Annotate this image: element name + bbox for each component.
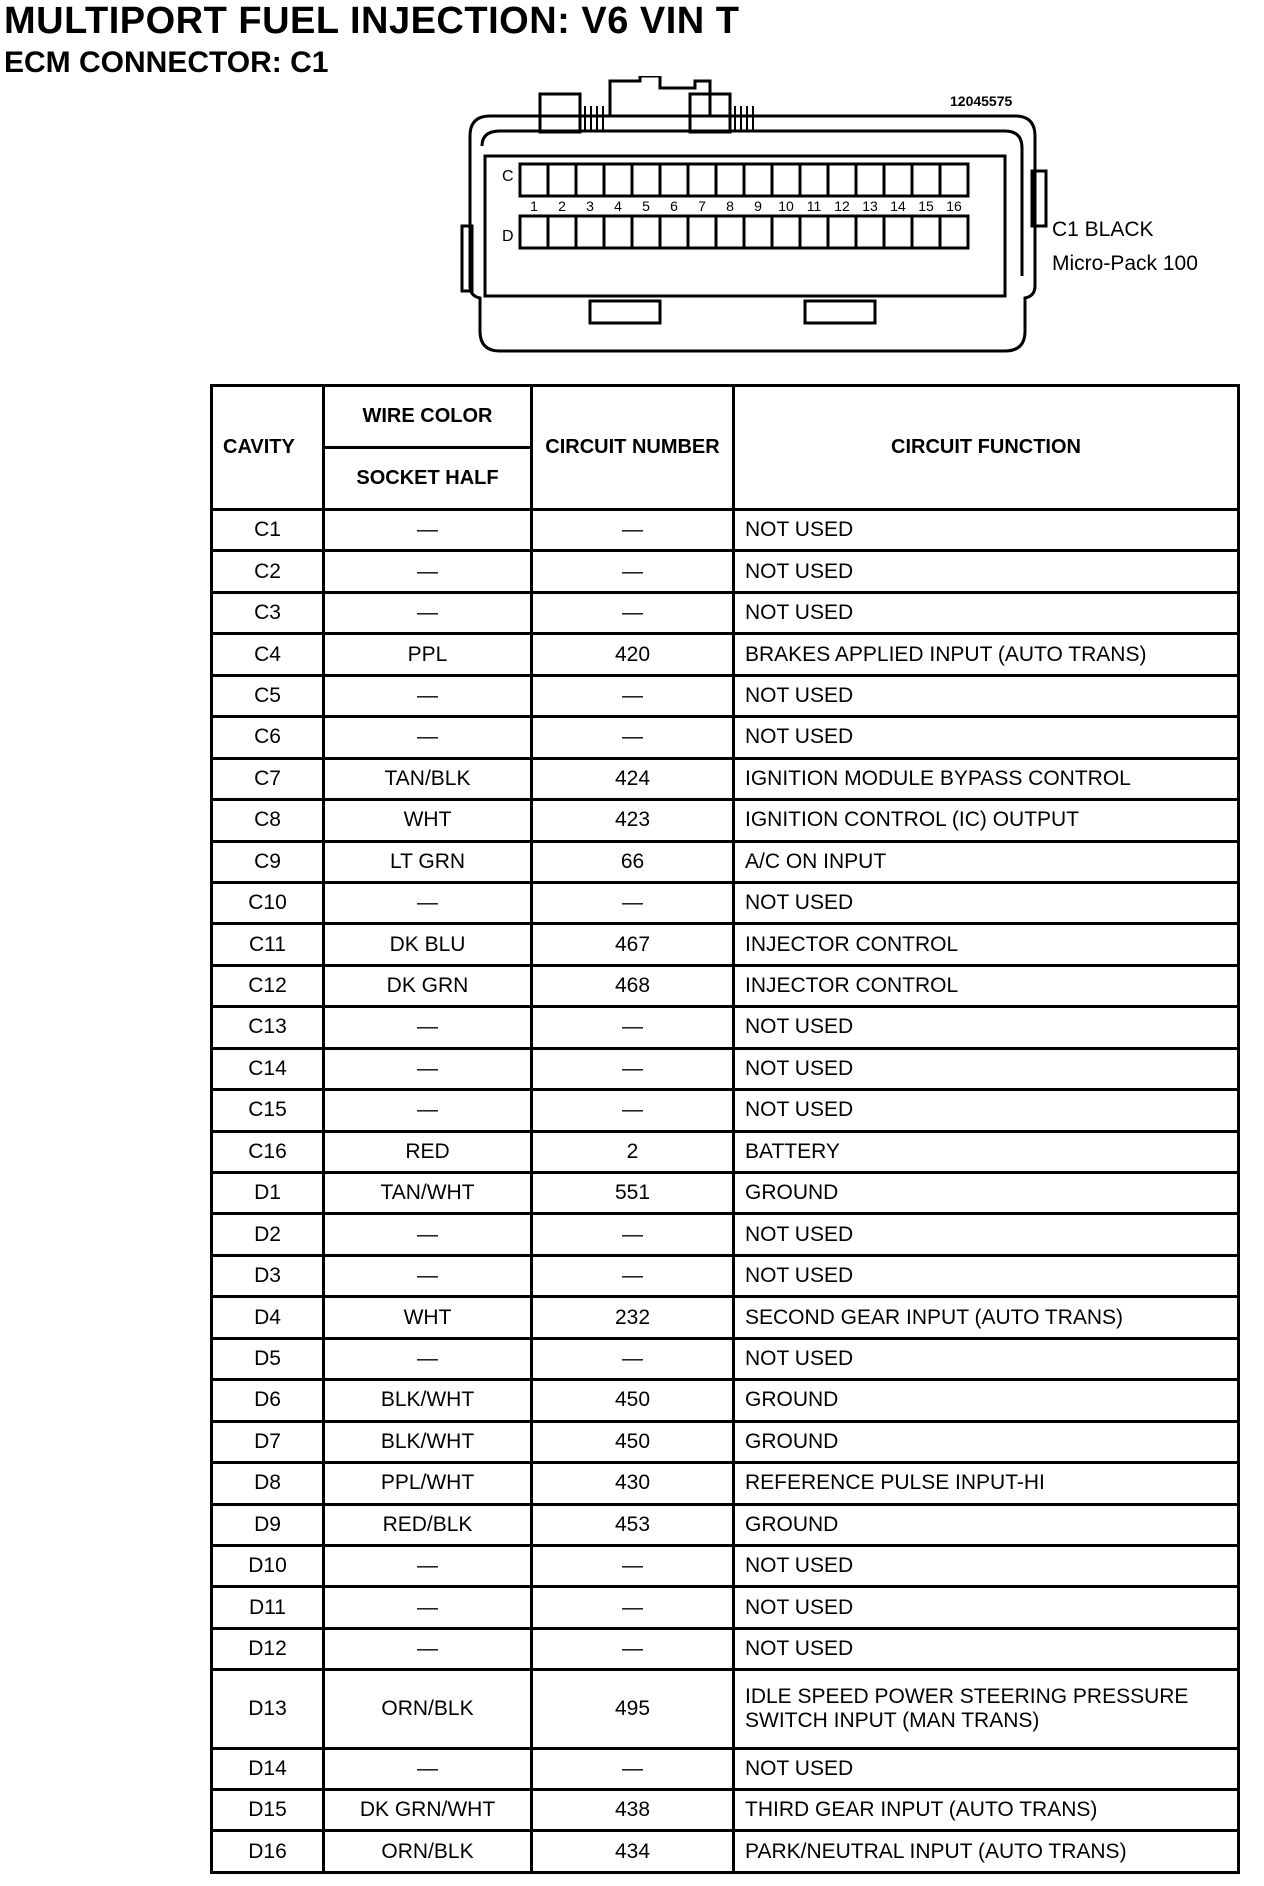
cell-wire-color: — [324, 1048, 532, 1089]
cell-wire-color: — [324, 1007, 532, 1048]
pin-cavity-c [632, 164, 660, 196]
pin-cavity-d [912, 216, 940, 248]
cell-wire-color: ORN/BLK [324, 1831, 532, 1873]
cell-wire-color: RED [324, 1131, 532, 1172]
cell-cavity: C11 [212, 924, 324, 965]
cell-circuit-function: THIRD GEAR INPUT (AUTO TRANS) [734, 1789, 1239, 1830]
cell-circuit-function: NOT USED [734, 1587, 1239, 1628]
cell-cavity: C16 [212, 1131, 324, 1172]
cell-cavity: D9 [212, 1504, 324, 1545]
cell-circuit-function: NOT USED [734, 1255, 1239, 1296]
cell-wire-color: PPL [324, 634, 532, 675]
table-row [212, 1545, 1239, 1586]
pin-cavity-c [884, 164, 912, 196]
cell-cavity: C14 [212, 1048, 324, 1089]
cell-circuit-number: 438 [532, 1789, 734, 1830]
cell-circuit-number: — [532, 1255, 734, 1296]
table-row [212, 758, 1239, 799]
table-row [212, 1380, 1239, 1421]
header-circuit-function: CIRCUIT FUNCTION [734, 386, 1239, 510]
cell-circuit-function: GROUND [734, 1380, 1239, 1421]
pin-number: 14 [890, 198, 906, 214]
cell-wire-color: — [324, 592, 532, 633]
table-row [212, 841, 1239, 882]
pin-cavity-d [548, 216, 576, 248]
table-row [212, 675, 1239, 716]
pinout-table [210, 384, 1240, 1874]
cell-circuit-function: BRAKES APPLIED INPUT (AUTO TRANS) [734, 634, 1239, 675]
pin-cavity-c [576, 164, 604, 196]
table-row [212, 965, 1239, 1006]
table-row [212, 1297, 1239, 1338]
cell-cavity: C3 [212, 592, 324, 633]
cell-circuit-number: — [532, 1048, 734, 1089]
cell-cavity: D8 [212, 1463, 324, 1504]
pin-cavity-c [688, 164, 716, 196]
cell-circuit-number: 434 [532, 1831, 734, 1873]
cell-wire-color: — [324, 882, 532, 923]
table-row [212, 1338, 1239, 1379]
cell-circuit-function: REFERENCE PULSE INPUT-HI [734, 1463, 1239, 1504]
pin-number: 4 [614, 198, 622, 214]
pin-number: 5 [642, 198, 650, 214]
part-number: 12045575 [950, 93, 1013, 109]
table-row [212, 1214, 1239, 1255]
cell-circuit-function: IGNITION MODULE BYPASS CONTROL [734, 758, 1239, 799]
cell-circuit-number: — [532, 1545, 734, 1586]
pin-number: 15 [918, 198, 934, 214]
cell-circuit-function: NOT USED [734, 1048, 1239, 1089]
cell-cavity: C4 [212, 634, 324, 675]
connector-diagram [460, 76, 1160, 356]
cell-circuit-function: NOT USED [734, 551, 1239, 592]
cell-circuit-number: 420 [532, 634, 734, 675]
pin-number: 2 [558, 198, 566, 214]
table-row [212, 1048, 1239, 1089]
connector-color-label: C1 BLACK [1052, 218, 1154, 241]
cell-circuit-number: — [532, 717, 734, 758]
cell-cavity: C8 [212, 800, 324, 841]
table-row [212, 551, 1239, 592]
cell-circuit-function: NOT USED [734, 1338, 1239, 1379]
cell-cavity: D7 [212, 1421, 324, 1462]
pin-cavity-d [772, 216, 800, 248]
cell-circuit-number: 2 [532, 1131, 734, 1172]
table-row [212, 510, 1239, 551]
table-row [212, 882, 1239, 923]
pin-cavity-d [744, 216, 772, 248]
cell-circuit-function: INJECTOR CONTROL [734, 924, 1239, 965]
cell-cavity: D14 [212, 1748, 324, 1789]
pin-cavity-c [604, 164, 632, 196]
cell-wire-color: DK GRN [324, 965, 532, 1006]
cell-wire-color: — [324, 1587, 532, 1628]
cell-wire-color: — [324, 1214, 532, 1255]
cell-circuit-number: — [532, 675, 734, 716]
pin-number: 9 [754, 198, 762, 214]
table-row [212, 924, 1239, 965]
cell-cavity: C1 [212, 510, 324, 551]
connector-type-label: Micro-Pack 100 [1052, 252, 1198, 275]
pin-number: 1 [530, 198, 538, 214]
pin-cavity-d [800, 216, 828, 248]
pin-cavity-c [744, 164, 772, 196]
cell-cavity: C6 [212, 717, 324, 758]
cell-cavity: D5 [212, 1338, 324, 1379]
cell-circuit-number: — [532, 1007, 734, 1048]
cell-circuit-function: NOT USED [734, 882, 1239, 923]
pin-cavity-d [660, 216, 688, 248]
cell-circuit-number: — [532, 551, 734, 592]
pin-number: 3 [586, 198, 594, 214]
cell-circuit-function: GROUND [734, 1421, 1239, 1462]
cell-wire-color: — [324, 1628, 532, 1669]
pin-number: 10 [778, 198, 794, 214]
pin-cavity-d [940, 216, 968, 248]
cell-cavity: D6 [212, 1380, 324, 1421]
pin-cavity-d [856, 216, 884, 248]
table-row [212, 1504, 1239, 1545]
pin-cavity-c [856, 164, 884, 196]
cell-circuit-number: 423 [532, 800, 734, 841]
cell-circuit-number: — [532, 1214, 734, 1255]
cell-circuit-function: IGNITION CONTROL (IC) OUTPUT [734, 800, 1239, 841]
table-row [212, 1587, 1239, 1628]
cell-cavity: D3 [212, 1255, 324, 1296]
cell-circuit-number: 453 [532, 1504, 734, 1545]
cell-circuit-function: NOT USED [734, 592, 1239, 633]
cell-cavity: C12 [212, 965, 324, 1006]
cell-wire-color: DK GRN/WHT [324, 1789, 532, 1830]
cell-circuit-function: BATTERY [734, 1131, 1239, 1172]
cell-cavity: D2 [212, 1214, 324, 1255]
header-wire-color: WIRE COLOR [324, 386, 532, 448]
cell-cavity: D4 [212, 1297, 324, 1338]
cell-cavity: C2 [212, 551, 324, 592]
pin-cavity-d [632, 216, 660, 248]
cell-circuit-number: 467 [532, 924, 734, 965]
cell-wire-color: ORN/BLK [324, 1670, 532, 1748]
pin-cavity-c [520, 164, 548, 196]
pin-cavity-d [688, 216, 716, 248]
pin-number: 12 [834, 198, 850, 214]
pin-cavity-c [912, 164, 940, 196]
pin-number: 11 [806, 198, 822, 214]
pin-cavity-c [800, 164, 828, 196]
cell-wire-color: — [324, 551, 532, 592]
pin-cavity-d [576, 216, 604, 248]
cell-wire-color: WHT [324, 800, 532, 841]
cell-circuit-function: GROUND [734, 1173, 1239, 1214]
pin-cavity-c [940, 164, 968, 196]
cell-cavity: C13 [212, 1007, 324, 1048]
cell-wire-color: BLK/WHT [324, 1421, 532, 1462]
table-row [212, 592, 1239, 633]
cell-circuit-number: — [532, 1090, 734, 1131]
cell-circuit-number: — [532, 882, 734, 923]
cell-circuit-function: INJECTOR CONTROL [734, 965, 1239, 1006]
cell-wire-color: — [324, 1255, 532, 1296]
cell-circuit-number: 468 [532, 965, 734, 1006]
pin-number: 16 [946, 198, 962, 214]
cell-wire-color: TAN/BLK [324, 758, 532, 799]
cell-wire-color: DK BLU [324, 924, 532, 965]
cell-circuit-function: NOT USED [734, 1214, 1239, 1255]
cell-circuit-function: PARK/NEUTRAL INPUT (AUTO TRANS) [734, 1831, 1239, 1873]
cell-circuit-number: — [532, 1748, 734, 1789]
cell-circuit-number: 424 [532, 758, 734, 799]
table-row [212, 1670, 1239, 1748]
cell-wire-color: — [324, 1090, 532, 1131]
cell-cavity: C10 [212, 882, 324, 923]
cell-circuit-function: NOT USED [734, 1090, 1239, 1131]
cell-circuit-function: SECOND GEAR INPUT (AUTO TRANS) [734, 1297, 1239, 1338]
cell-wire-color: LT GRN [324, 841, 532, 882]
table-row [212, 1421, 1239, 1462]
cell-circuit-number: — [532, 1628, 734, 1669]
table-row [212, 1131, 1239, 1172]
cell-circuit-number: — [532, 1587, 734, 1628]
cell-circuit-number: 66 [532, 841, 734, 882]
pin-cavity-d [604, 216, 632, 248]
page-subtitle: ECM CONNECTOR: C1 [4, 46, 329, 79]
header-circuit-number: CIRCUIT NUMBER [532, 386, 734, 510]
table-row [212, 1831, 1239, 1873]
header-socket-half: SOCKET HALF [324, 448, 532, 510]
cell-wire-color: — [324, 675, 532, 716]
cell-wire-color: — [324, 1748, 532, 1789]
page-title: MULTIPORT FUEL INJECTION: V6 VIN T [4, 0, 740, 42]
pin-cavity-c [828, 164, 856, 196]
cell-cavity: D12 [212, 1628, 324, 1669]
cell-cavity: D11 [212, 1587, 324, 1628]
cell-circuit-function: NOT USED [734, 1628, 1239, 1669]
cell-circuit-number: 232 [532, 1297, 734, 1338]
table-row [212, 1748, 1239, 1789]
cell-wire-color: — [324, 717, 532, 758]
cell-circuit-function: GROUND [734, 1504, 1239, 1545]
cell-wire-color: — [324, 1545, 532, 1586]
cell-wire-color: — [324, 1338, 532, 1379]
cell-cavity: D1 [212, 1173, 324, 1214]
cell-cavity: D13 [212, 1670, 324, 1748]
cell-circuit-number: 450 [532, 1380, 734, 1421]
row-c-label: C [502, 168, 514, 185]
pin-cavity-d [828, 216, 856, 248]
pin-number: 6 [670, 198, 678, 214]
cell-cavity: D16 [212, 1831, 324, 1873]
cell-wire-color: — [324, 510, 532, 551]
cell-wire-color: BLK/WHT [324, 1380, 532, 1421]
table-row [212, 1628, 1239, 1669]
cell-circuit-function: NOT USED [734, 1748, 1239, 1789]
table-row [212, 1463, 1239, 1504]
pin-number: 13 [862, 198, 878, 214]
cell-cavity: D10 [212, 1545, 324, 1586]
pin-cavity-c [548, 164, 576, 196]
cell-circuit-number: — [532, 1338, 734, 1379]
pin-cavity-c [660, 164, 688, 196]
row-d-label: D [502, 228, 514, 245]
cell-circuit-number: — [532, 510, 734, 551]
cell-circuit-function: NOT USED [734, 717, 1239, 758]
header-cavity: CAVITY [212, 386, 324, 510]
table-row [212, 1090, 1239, 1131]
cell-cavity: C9 [212, 841, 324, 882]
cell-circuit-number: 551 [532, 1173, 734, 1214]
cell-circuit-function: A/C ON INPUT [734, 841, 1239, 882]
table-row [212, 1173, 1239, 1214]
table-row [212, 1007, 1239, 1048]
cell-circuit-number: 430 [532, 1463, 734, 1504]
cell-circuit-number: 450 [532, 1421, 734, 1462]
pin-number: 8 [726, 198, 734, 214]
pin-cavity-d [520, 216, 548, 248]
table-row [212, 717, 1239, 758]
cell-circuit-number: 495 [532, 1670, 734, 1748]
pin-cavity-c [716, 164, 744, 196]
pin-number: 7 [698, 198, 706, 214]
cell-cavity: C7 [212, 758, 324, 799]
pin-cavity-d [716, 216, 744, 248]
table-row [212, 634, 1239, 675]
cell-circuit-function: NOT USED [734, 1545, 1239, 1586]
cell-wire-color: PPL/WHT [324, 1463, 532, 1504]
pin-cavity-c [772, 164, 800, 196]
cell-circuit-function: IDLE SPEED POWER STEERING PRESSURE SWITCH INPUT (MAN TRANS) [734, 1670, 1239, 1748]
cell-cavity: D15 [212, 1789, 324, 1830]
cell-circuit-number: — [532, 592, 734, 633]
cell-cavity: C5 [212, 675, 324, 716]
table-row [212, 1789, 1239, 1830]
cell-circuit-function: NOT USED [734, 510, 1239, 551]
pin-cavity-d [884, 216, 912, 248]
cell-circuit-function: NOT USED [734, 675, 1239, 716]
cell-wire-color: TAN/WHT [324, 1173, 532, 1214]
cell-wire-color: WHT [324, 1297, 532, 1338]
table-row [212, 800, 1239, 841]
cell-cavity: C15 [212, 1090, 324, 1131]
cell-wire-color: RED/BLK [324, 1504, 532, 1545]
cell-circuit-function: NOT USED [734, 1007, 1239, 1048]
table-row [212, 1255, 1239, 1296]
